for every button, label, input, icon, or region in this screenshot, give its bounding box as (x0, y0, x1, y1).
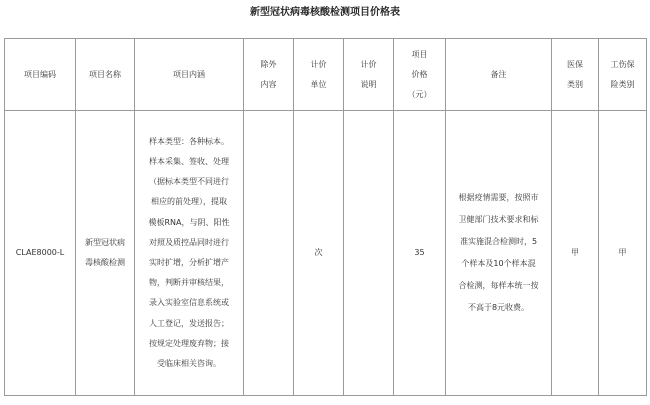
header-content: 项目内涵 (135, 39, 244, 111)
cell-medical-category: 甲 (552, 111, 599, 396)
header-note: 计价 说明 (344, 39, 394, 111)
cell-note (344, 111, 394, 396)
cell-name: 新型冠状病 毒核酸检测 (76, 111, 135, 396)
cell-price: 35 (394, 111, 446, 396)
cell-unit: 次 (294, 111, 344, 396)
header-excluded: 除外 内容 (244, 39, 294, 111)
header-medical-category: 医保 类别 (552, 39, 599, 111)
cell-injury-category: 甲 (599, 111, 647, 396)
header-price: 项目 价格 （元） (394, 39, 446, 111)
cell-code: CLAE8000-L (5, 111, 76, 396)
header-name: 项目名称 (76, 39, 135, 111)
price-table (4, 38, 647, 396)
cell-content: 样本类型：各种标本。 样本采集、签收、处理 （据标本类型不同进行 相应的前处理），提取 模板RNA，与阴、阳性 对照及质控品同时进行 实时扩增，分析扩增产 物，判断并审核结果， 录入实验室信息系统或 人工登记，发送报告； 按规定处理废弃物；接 受临床相关咨询。 (135, 111, 244, 396)
header-unit: 计价 单位 (294, 39, 344, 111)
header-code: 项目编码 (5, 39, 76, 111)
table-row (5, 111, 647, 396)
table-header-row (5, 39, 647, 111)
page-title: 新型冠状病毒核酸检测项目价格表 (250, 7, 400, 18)
cell-remark: 根据疫情需要，按照市 卫健部门技术要求和标 准实施混合检测时，5 个样本及10个样本混 合检测，每样本统一按 不高于8元收费。 (446, 111, 552, 396)
cell-excluded (244, 111, 294, 396)
header-remark: 备注 (446, 39, 552, 111)
header-injury-category: 工伤保 险类别 (599, 39, 647, 111)
